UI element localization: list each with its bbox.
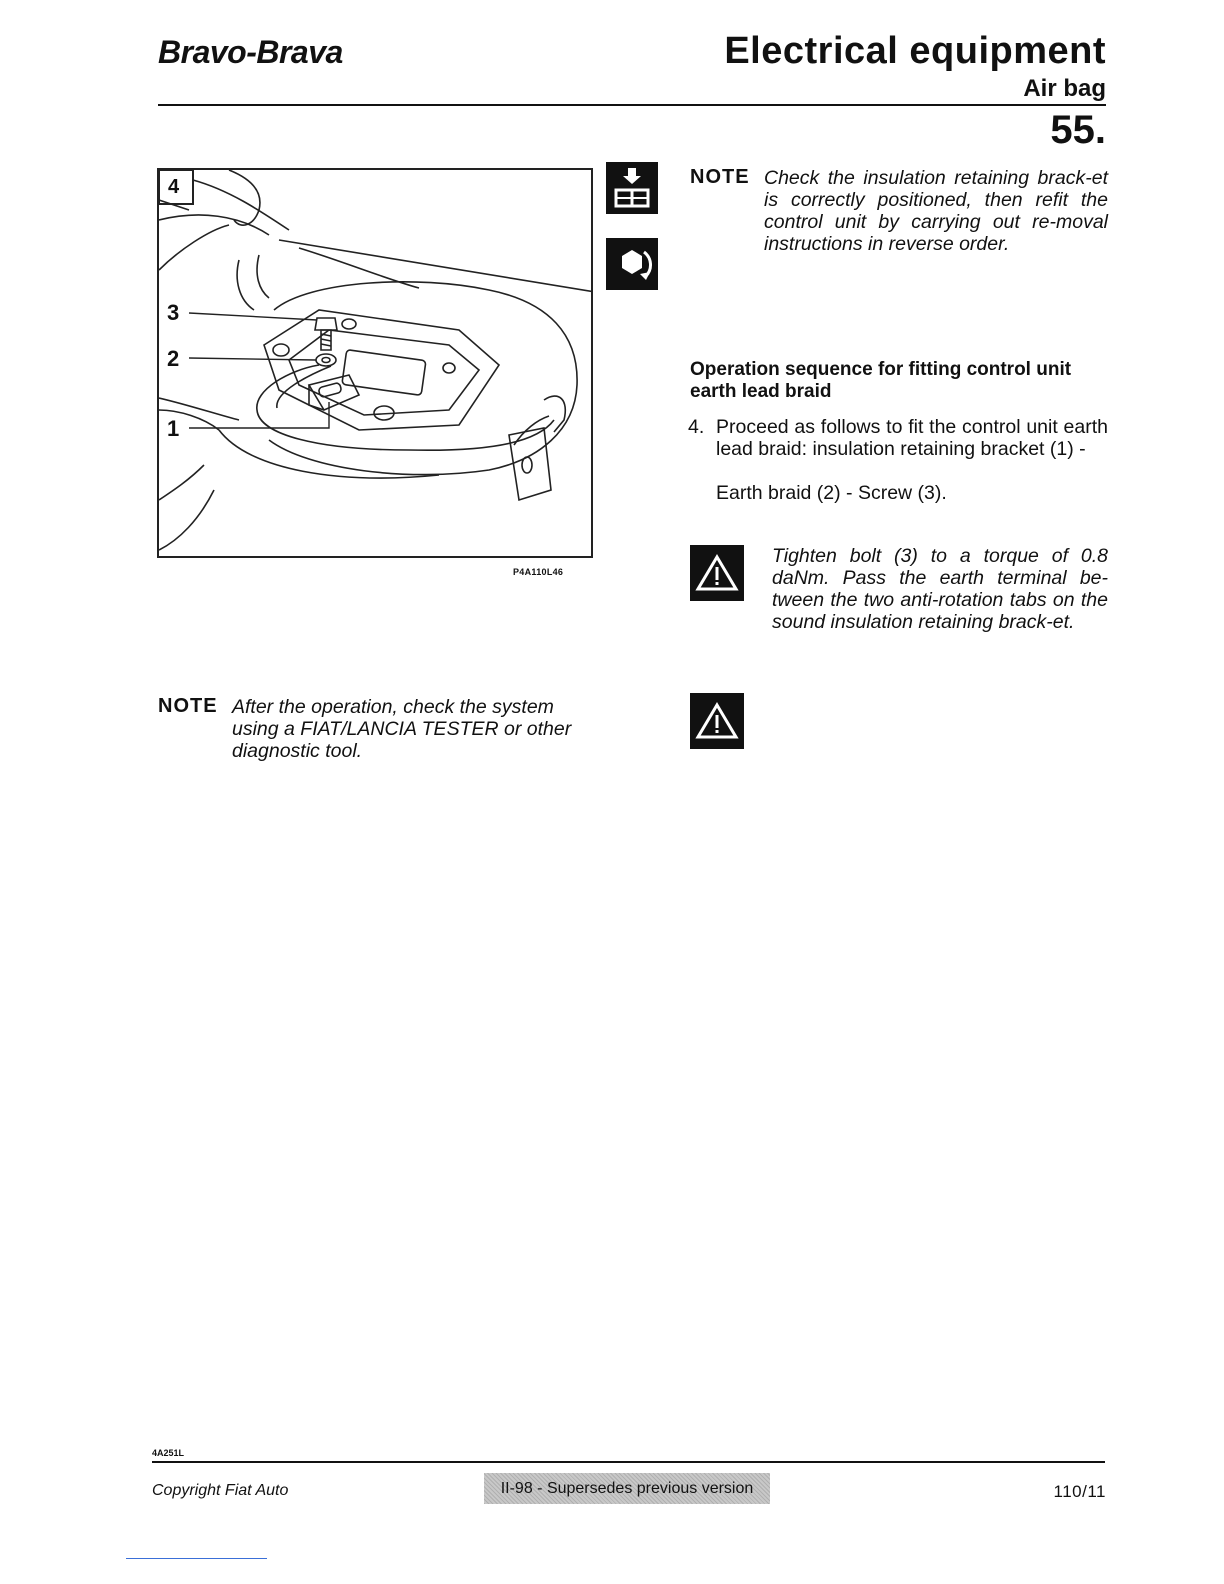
footer-rule (152, 1461, 1105, 1463)
warning-triangle-glyph-2 (690, 693, 744, 749)
fitting-icon (606, 162, 658, 214)
callout-3: 3 (167, 300, 180, 325)
diagram-drawing (159, 170, 591, 556)
right-note-text: Check the insulation retaining brack-et is correctly positioned, then refit the control unit by carrying out re-moval instructions in reverse order. (764, 167, 1108, 255)
doc-code: 4A251L (152, 1448, 185, 1458)
operation-heading: Operation sequence for fitting control unit earth lead braid (690, 359, 1072, 402)
warning-triangle-glyph (690, 545, 744, 601)
fitting-icon-glyph (606, 162, 658, 214)
version-badge: II-98 - Supersedes previous version (484, 1473, 770, 1504)
warning-text: Tighten bolt (3) to a torque of 0.8 daNm. Pass the earth terminal be-tween the two anti-rotation tabs on the sound insulation retaining brack-et. (772, 545, 1108, 633)
warning-icon-2 (690, 693, 744, 749)
subsection-title: Air bag (1023, 75, 1106, 102)
header-rule (158, 104, 1106, 106)
callout-1: 1 (167, 416, 180, 441)
section-title: Electrical equipment (724, 30, 1106, 72)
copyright: Copyright Fiat Auto (152, 1482, 289, 1499)
step-text: Proceed as follows to fit the control unit earth lead braid: insulation retaining bracket (1) - (716, 416, 1108, 460)
left-note-text: After the operation, check the system using a FIAT/LANCIA TESTER or other diagnostic tool. (232, 696, 572, 762)
refit-icon (606, 238, 658, 290)
scan-artifact-line (126, 1558, 267, 1559)
right-note-label: NOTE (690, 166, 750, 188)
step-text-2: Earth braid (2) - Screw (3). (716, 482, 947, 504)
step-number: 4. (688, 416, 705, 438)
brand-title: Bravo-Brava (158, 34, 343, 70)
figure-number: 4 (168, 176, 180, 198)
callout-2: 2 (167, 346, 180, 371)
left-note-label: NOTE (158, 695, 218, 717)
page-number: 110/11 (1053, 1482, 1106, 1501)
figure-code: P4A110L46 (513, 567, 564, 577)
refit-icon-glyph (606, 238, 658, 290)
chapter-number: 55. (1050, 108, 1106, 152)
warning-icon (690, 545, 744, 601)
figure-diagram (157, 168, 593, 558)
